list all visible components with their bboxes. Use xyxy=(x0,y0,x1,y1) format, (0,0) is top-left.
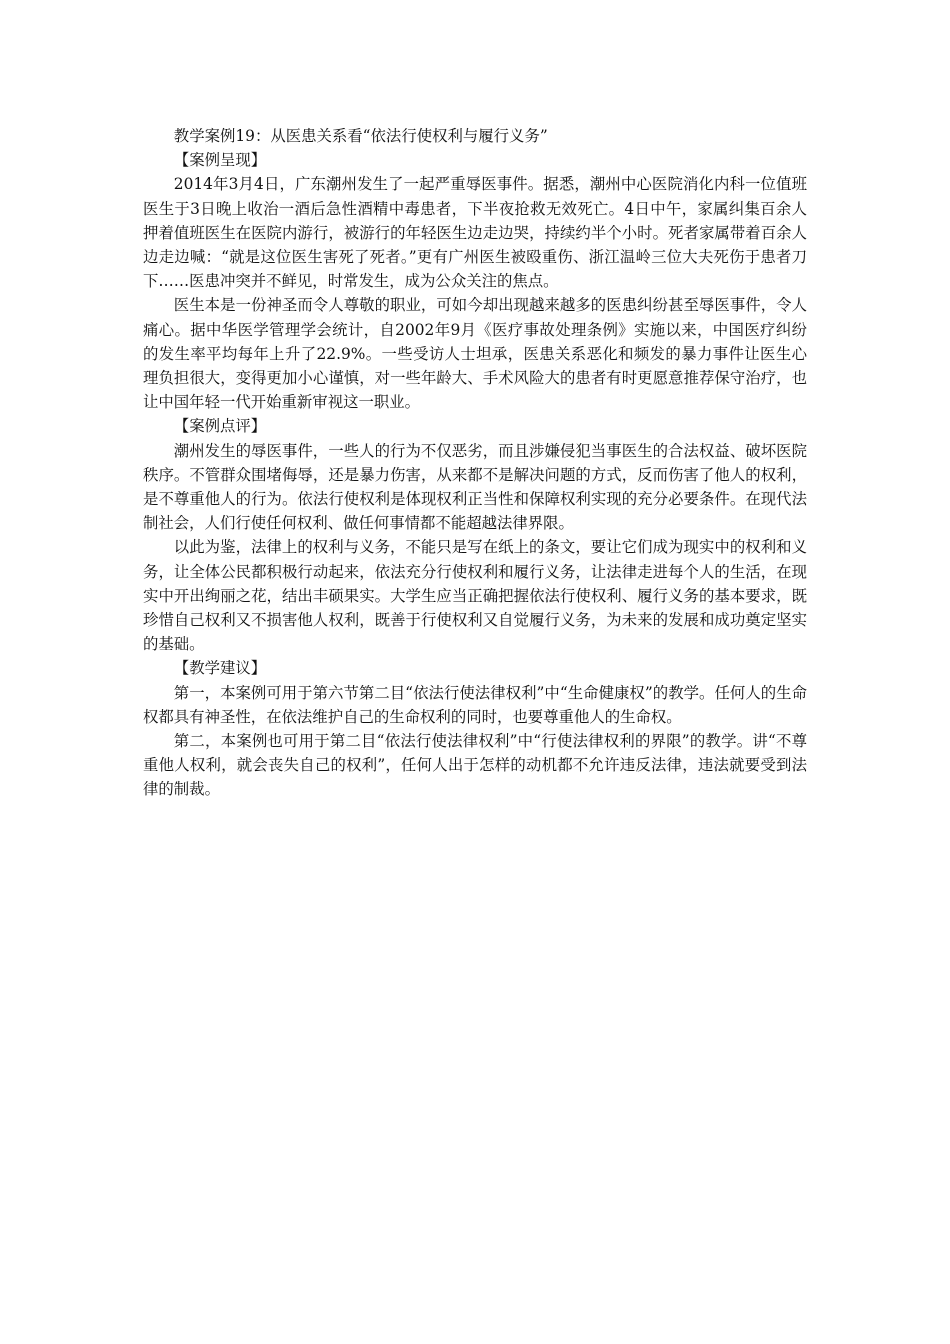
paragraph: 第一，本案例可用于第六节第二目“依法行使法律权利”中“生命健康权”的教学。任何人的生命权都具有神圣性，在依法维护自己的生命权利的同时，也要尊重他人的生命权。 xyxy=(143,683,807,726)
section-heading-case-commentary: 【案例点评】 xyxy=(173,417,267,436)
paragraph: 医生本是一份神圣而令人尊敬的职业，可如今却出现越来越多的医患纠纷甚至辱医事件，令人痛心。据中华医学管理学会统计，自2002年9月《医疗事故处理条例》实施以来，中国医疗纠纷的发生率平均每年上升了22.9%。一些受访人士坦承，医患关系恶化和频发的暴力事件让医生心理负担很大，变得更加小心谨慎，对一些年龄大、手术风险大的患者有时更愿意推荐保守治疗，也让中国年轻一代开始重新审视这一职业。 xyxy=(143,296,807,412)
paragraph: 2014年3月4日，广东潮州发生了一起严重辱医事件。据悉，潮州中心医院消化内科一位值班医生于3日晚上收治一酒后急性酒精中毒患者，下半夜抢救无效死亡。4日中午，家属纠集百余人押着值班医生在医院内游行，被游行的年轻医生边走边哭，持续约半个小时。死者家属带着百余人边走边喊：“就是这位医生害死了死者。”更有广州医生被殴重伤、浙江温岭三位大夫死伤于患者刀下……医患冲突并不鲜见，时常发生，成为公众关注的焦点。 xyxy=(143,175,807,291)
section-heading-teaching-suggestions: 【教学建议】 xyxy=(173,659,267,678)
paragraph: 以此为鉴，法律上的权利与义务，不能只是写在纸上的条文，要让它们成为现实中的权利和义务，让全体公民都积极行动起来，依法充分行使权利和履行义务，让法律走进每个人的生活，在现实中开出绚丽之花，结出丰硕果实。大学生应当正确把握依法行使权利、履行义务的基本要求，既珍惜自己权利又不损害他人权利，既善于行使权利又自觉履行义务，为未来的发展和成功奠定坚实的基础。 xyxy=(143,538,807,654)
paragraph: 第二，本案例也可用于第二目“依法行使法律权利”中“行使法律权利的界限”的教学。讲“不尊重他人权利，就会丧失自己的权利”，任何人出于怎样的动机都不允许违反法律，违法就要受到法律的制裁。 xyxy=(143,732,807,799)
paragraph: 潮州发生的辱医事件，一些人的行为不仅恶劣，而且涉嫌侵犯当事医生的合法权益、破坏医院秩序。不管群众围堵侮辱，还是暴力伤害，从来都不是解决问题的方式，反而伤害了他人的权利，是不尊重他人的行为。依法行使权利是体现权利正当性和保障权利实现的充分必要条件。在现代法制社会，人们行使任何权利、做任何事情都不能超越法律界限。 xyxy=(143,441,807,533)
section-heading-case-presentation: 【案例呈现】 xyxy=(173,151,267,170)
document-title: 教学案例19：从医患关系看“依法行使权利与履行义务” xyxy=(173,127,548,145)
document-body xyxy=(143,124,807,802)
